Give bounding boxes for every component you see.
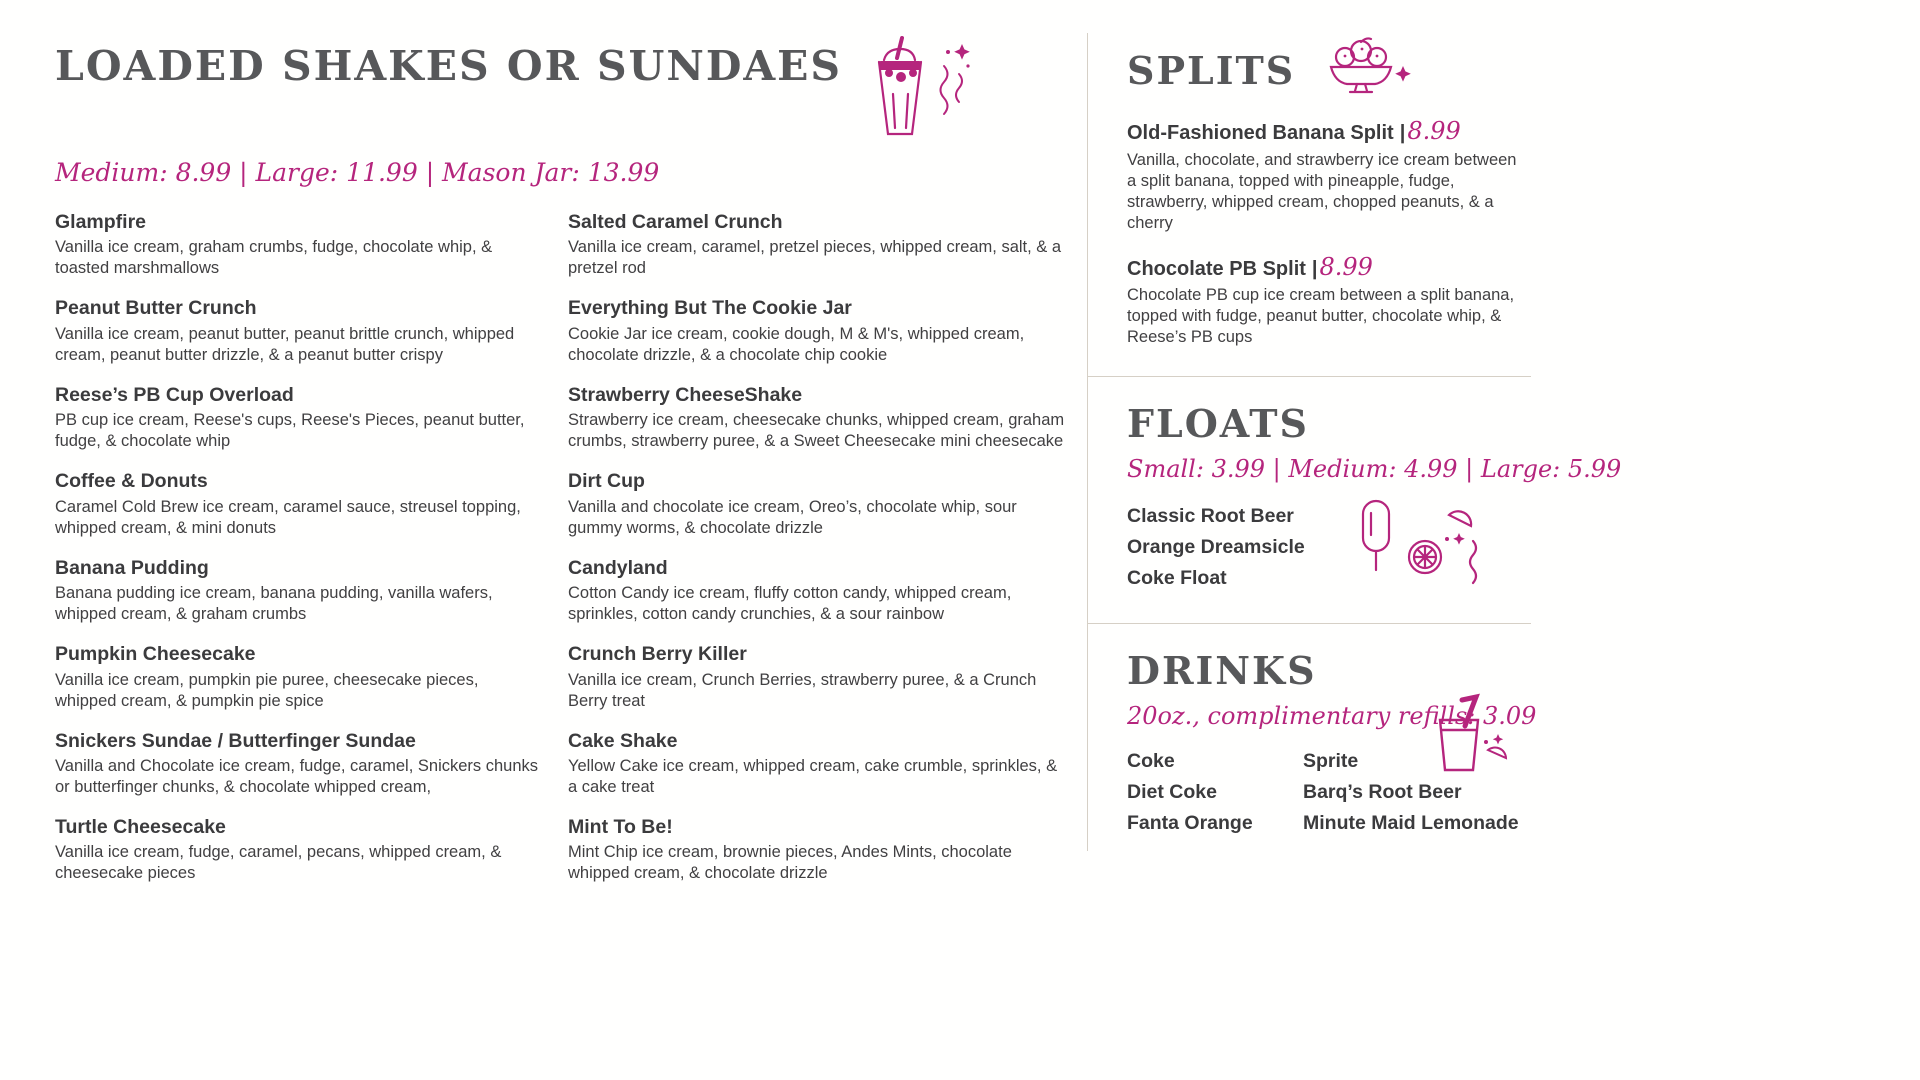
splits-section — [1127, 44, 1917, 348]
menu-item — [55, 816, 542, 884]
item-description: Caramel Cold Brew ice cream, caramel sauce, streusel topping, whipped cream, & mini donuts — [55, 497, 521, 537]
milkshake-icon — [856, 32, 974, 144]
menu-item — [55, 211, 542, 279]
menu-item — [55, 643, 542, 711]
drinks-columns — [1127, 746, 1917, 839]
drinks-section — [1127, 648, 1917, 839]
menu-item — [568, 816, 1065, 884]
floats-section — [1127, 401, 1917, 595]
split-price: 8.99 — [1407, 117, 1461, 145]
item-name: Turtle Cheesecake — [55, 815, 226, 838]
split-price: 8.99 — [1319, 252, 1373, 281]
menu-item — [568, 470, 1065, 538]
menu-item — [568, 730, 1065, 798]
floats-pricing: Small: 3.99 | Medium: 4.99 | Large: 5.99 — [1127, 455, 1622, 484]
item-description: PB cup ice cream, Reese's cups, Reese's Pieces, peanut butter, fudge, & chocolate whip — [55, 411, 525, 451]
splits-title: SPLITS — [1127, 48, 1296, 93]
split-item — [1127, 254, 1523, 349]
item-name: Cake Shake — [568, 729, 678, 752]
item-description: Cotton Candy ice cream, fluffy cotton candy, whipped cream, sprinkles, cotton candy crunchies, & a sour rainbow — [568, 584, 1012, 624]
shakes-section — [55, 42, 1065, 902]
menu-item — [55, 470, 542, 538]
drink-item: Diet Coke — [1127, 781, 1217, 804]
item-name: Coffee & Donuts — [55, 470, 208, 493]
split-name: Chocolate PB Split — [1127, 257, 1306, 280]
shakes-title: LOADED SHAKES OR SUNDAES — [55, 42, 843, 90]
item-name — [1127, 118, 1523, 146]
item-name: Dirt Cup — [568, 470, 645, 493]
split-item — [1127, 118, 1523, 234]
menu-item — [568, 297, 1065, 365]
menu-item — [55, 297, 542, 365]
item-description: Chocolate PB cup ice cream between a split banana, topped with fudge, peanut butter, chocolate whip, & Reese’s PB cups — [1127, 286, 1515, 347]
float-item: Coke Float — [1127, 567, 1227, 590]
horizontal-divider — [1087, 376, 1531, 377]
item-description: Mint Chip ice cream, brownie pieces, Andes Mints, chocolate whipped cream, & chocolate drizzle — [568, 843, 1012, 883]
drink-item: Coke — [1127, 750, 1175, 773]
item-description: Vanilla and chocolate ice cream, Oreo’s, chocolate whip, sour gummy worms, & chocolate drizzle — [568, 497, 1017, 537]
sundae-bowl-icon — [1315, 36, 1415, 98]
item-name: Glampfire — [55, 211, 147, 233]
shakes-column-2 — [568, 211, 1065, 902]
item-description: Strawberry ice cream, cheesecake chunks, whipped cream, graham crumbs, strawberry puree, & a Sweet Cheesecake mini cheesecake — [568, 411, 1065, 451]
item-description: Banana pudding ice cream, banana pudding, vanilla wafers, whipped cream, & graham crumbs — [55, 584, 493, 624]
horizontal-divider — [1087, 623, 1531, 624]
item-name: Salted Caramel Crunch — [568, 211, 783, 233]
item-description: Vanilla ice cream, Crunch Berries, strawberry puree, & a Crunch Berry treat — [568, 670, 1037, 710]
item-name: Candyland — [568, 556, 668, 579]
item-description: Vanilla ice cream, caramel, pretzel pieces, whipped cream, salt, & a pretzel rod — [568, 238, 1062, 278]
shakes-columns — [55, 211, 1065, 902]
drink-item: Minute Maid Lemonade — [1303, 812, 1519, 835]
floats-title: FLOATS — [1127, 401, 1309, 447]
drink-item: Fanta Orange — [1127, 812, 1253, 835]
price-separator: | — [1399, 122, 1406, 144]
shakes-column-1 — [55, 211, 542, 902]
shakes-header — [55, 42, 1065, 144]
menu-item — [568, 557, 1065, 625]
right-column — [1127, 44, 1917, 839]
splits-header — [1127, 44, 1917, 98]
item-name: Crunch Berry Killer — [568, 643, 747, 666]
drinks-column-1 — [1127, 746, 1303, 839]
menu-item — [568, 211, 1065, 279]
item-description: Vanilla, chocolate, and strawberry ice cream between a split banana, topped with pineapple, fudge, strawberry, whipped cream, chopped peanuts, & a cherry — [1127, 150, 1517, 232]
item-description: Yellow Cake ice cream, whipped cream, cake crumble, sprinkles, & a cake treat — [568, 756, 1058, 796]
menu-item — [55, 730, 542, 798]
item-name: Peanut Butter Crunch — [55, 297, 257, 320]
item-description: Vanilla and Chocolate ice cream, fudge, caramel, Snickers chunks or butterfinger chunks, & chocolate whipped cream, — [55, 756, 539, 796]
shakes-pricing: Medium: 8.99 | Large: 11.99 | Mason Jar: 13.99 — [55, 158, 660, 187]
item-name: Banana Pudding — [55, 556, 209, 579]
drink-item: Barq’s Root Beer — [1303, 781, 1462, 804]
menu-item — [55, 384, 542, 452]
item-name — [1127, 254, 1523, 282]
item-name: Mint To Be! — [568, 815, 673, 838]
soda-cup-icon — [1422, 692, 1517, 782]
item-description: Vanilla ice cream, peanut butter, peanut brittle crunch, whipped cream, peanut butter drizzle, & a peanut butter crispy — [55, 324, 515, 364]
menu-item — [55, 557, 542, 625]
split-name: Old-Fashioned Banana Split — [1127, 122, 1394, 144]
floats-row — [1127, 501, 1917, 595]
menu-item — [568, 384, 1065, 452]
item-description: Cookie Jar ice cream, cookie dough, M & M's, whipped cream, chocolate drizzle, & a chocolate chip cookie — [568, 324, 1025, 364]
item-description: Vanilla ice cream, pumpkin pie puree, cheesecake pieces, whipped cream, & pumpkin pie spice — [55, 670, 479, 710]
menu-item — [568, 643, 1065, 711]
price-separator: | — [1311, 257, 1318, 280]
vertical-divider — [1087, 33, 1088, 851]
item-name: Pumpkin Cheesecake — [55, 643, 256, 666]
drinks-title: DRINKS — [1127, 648, 1317, 694]
floats-list — [1127, 501, 1305, 595]
float-item: Classic Root Beer — [1127, 505, 1294, 528]
item-description: Vanilla ice cream, fudge, caramel, pecans, whipped cream, & cheesecake pieces — [55, 843, 502, 883]
item-description: Vanilla ice cream, graham crumbs, fudge, chocolate whip, & toasted marshmallows — [55, 238, 493, 278]
float-item: Orange Dreamsicle — [1127, 536, 1305, 559]
item-name: Strawberry CheeseShake — [568, 383, 803, 406]
item-name: Snickers Sundae / Butterfinger Sundae — [55, 729, 416, 752]
popsicle-and-citrus-icon — [1345, 495, 1495, 595]
drinks-pricing: 20oz., complimentary refills: 3.09 — [1127, 702, 1537, 731]
item-name: Reese’s PB Cup Overload — [55, 383, 294, 406]
drink-item: Sprite — [1303, 750, 1359, 773]
item-name: Everything But The Cookie Jar — [568, 297, 852, 320]
